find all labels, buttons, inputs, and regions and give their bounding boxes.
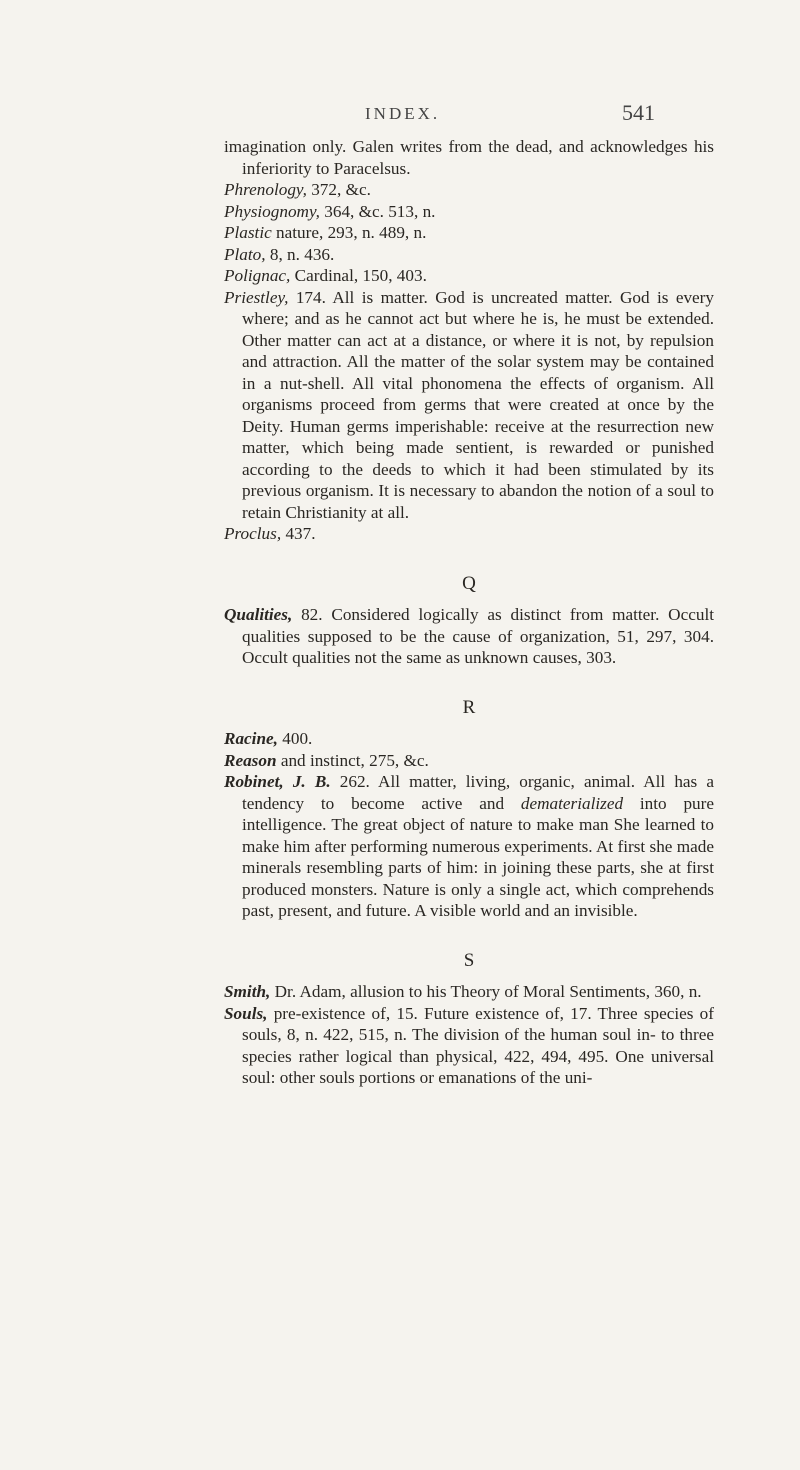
- entry-text: nature, 293, n. 489, n.: [271, 223, 427, 242]
- index-entry-robinet: [224, 771, 714, 922]
- entry-text: 8, n. 436.: [265, 244, 335, 264]
- index-entry-paracelsus-continued: [224, 136, 714, 179]
- section-letter-s: S: [463, 949, 475, 971]
- index-entry-racine: [224, 728, 714, 750]
- entry-text: 400.: [277, 729, 313, 748]
- index-entry-reason: [224, 750, 714, 772]
- index-entry-polignac: [224, 265, 714, 287]
- entry-headword: Souls,: [224, 1003, 268, 1023]
- entry-headword: Reason: [224, 750, 277, 770]
- running-title: INDEX.: [365, 104, 441, 123]
- entry-headword: Phrenology,: [224, 180, 307, 199]
- entry-headword: Racine,: [224, 729, 278, 748]
- entry-text: into pure intelligence. The great object of nature to make man She learned to make him after performing numerous experiments. At first she made minerals resembling parts of him: in joining these parts, she at first produced monsters. Nature is only a single act, which comprehends past, present, and future. A visible world and an invisible.: [242, 793, 714, 920]
- page-number: 541: [622, 100, 655, 125]
- section-letter-r: R: [462, 696, 476, 718]
- index-entry-plato: [224, 244, 714, 266]
- entry-text: 364, &c. 513, n.: [319, 201, 436, 221]
- index-entry-plastic: [224, 222, 714, 244]
- index-entry-proclus: [224, 523, 714, 545]
- entry-text: 437.: [281, 524, 316, 543]
- running-head: [0, 100, 800, 128]
- entry-text: 82. Considered logically as distinct from matter. Occult qualities supposed to be the cause of organization, 51, 297, 304. Occult qualities not the same as unknown causes, 303.: [242, 605, 714, 667]
- entry-text: and instinct, 275, &c.: [276, 750, 429, 770]
- entry-text: Dr. Adam, allusion to his Theory of Moral Sentiments, 360, n.: [270, 982, 702, 1001]
- index-entry-smith: [224, 981, 714, 1003]
- entry-text: 262. All matter, living, organic, animal. All has a tendency to become active and: [242, 772, 715, 813]
- index-entry-phrenology: [224, 179, 714, 201]
- entry-headword: Polignac,: [224, 266, 291, 285]
- entry-emphasis: dematerialized: [520, 793, 624, 813]
- entry-text: Cardinal, 150, 403.: [290, 266, 427, 285]
- entry-text: pre-existence of, 15. Future existence of, 17. Three species of souls, 8, n. 422, 515, n. The division of the human soul in- to three species rather logical than physical, 422, 494, 495. One universal soul: other souls portions or emanations of the uni-: [242, 1003, 714, 1087]
- index-entry-qualities: [224, 604, 714, 669]
- entry-text: 372, &c.: [306, 180, 371, 199]
- index-entry-priestley: [224, 287, 714, 524]
- entry-text: 174. All is matter. God is uncreated matter. God is every where; and as he cannot act but where he is, he must be extended. Other matter can act at a distance, or where it is not, by repulsion and attraction. All the matter of the solar system may be contained in a nut-shell. All vital phonomena the effects of organism. All organisms proceed from germs that were created at once by the Deity. Human germs imperishable: receive at the resurrection new matter, which being made sentient, is rewarded or punished according to the deeds to which it had been stimulated by its previous organism. It is necessary to abandon the notion of a soul to retain Christianity at all.: [242, 287, 714, 522]
- index-entry-souls: [224, 1003, 714, 1089]
- entry-headword: Qualities,: [224, 605, 293, 624]
- entry-headword: Smith,: [224, 982, 271, 1001]
- section-letter-q: Q: [462, 572, 476, 594]
- entry-headword: Robinet, J. B.: [224, 772, 331, 791]
- index-entry-physiognomy: [224, 201, 714, 223]
- entry-headword: Priestley,: [224, 287, 289, 307]
- entry-headword: Physiognomy,: [224, 201, 320, 221]
- entry-headword: Plastic: [224, 223, 272, 242]
- entry-text: imagination only. Galen writes from the dead, and acknowledges his inferiority to Paracelsus.: [224, 137, 714, 178]
- entry-headword: Proclus,: [224, 524, 282, 543]
- entry-headword: Plato,: [224, 244, 266, 264]
- index-text: [224, 136, 714, 1089]
